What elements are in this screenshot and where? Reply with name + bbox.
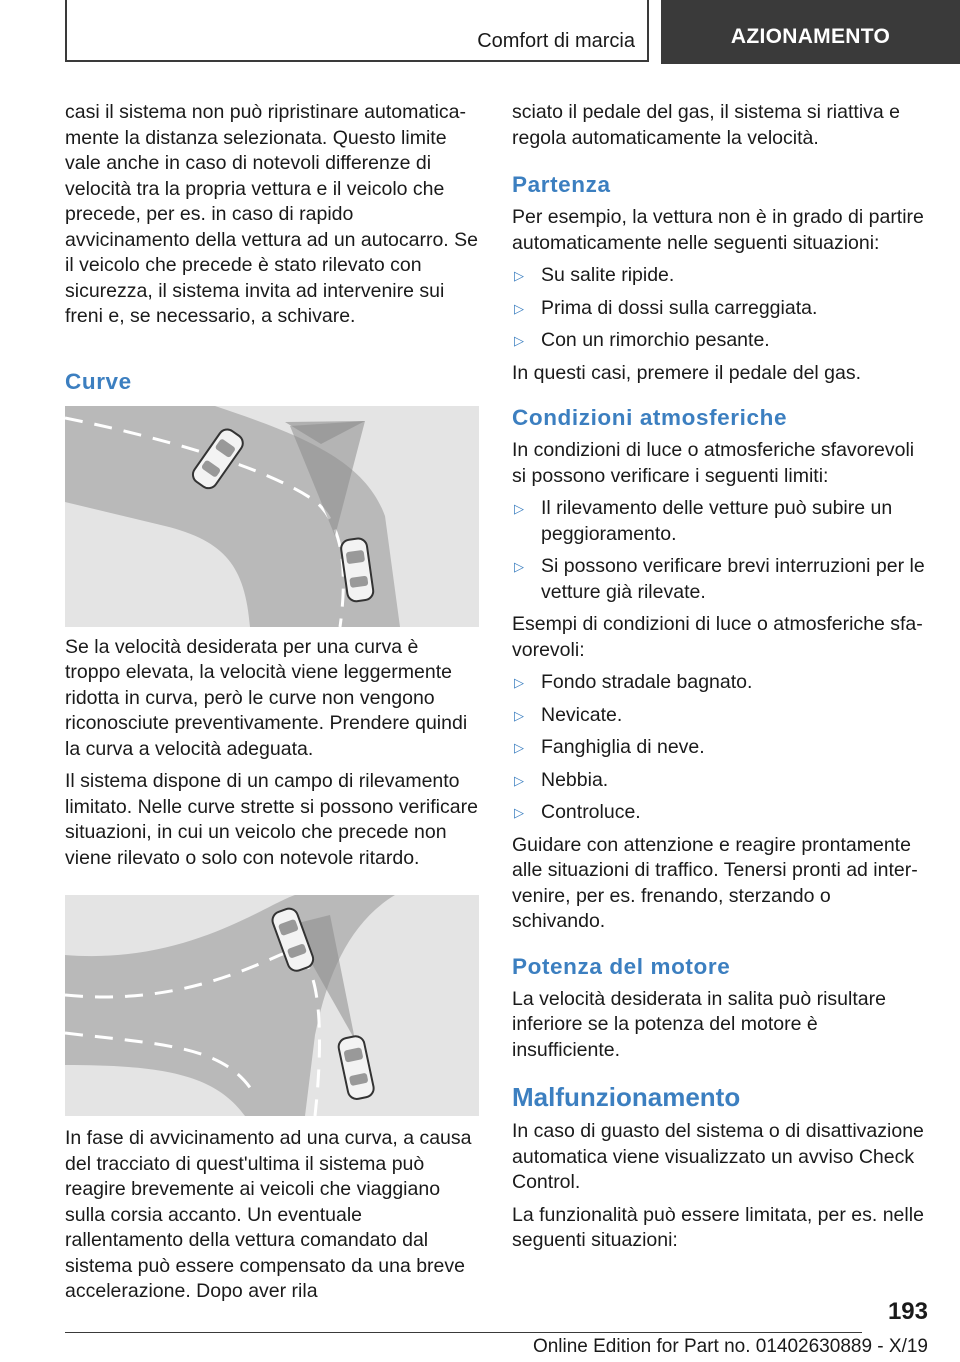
paragraph: In questi casi, premere il pedale del gas. — [512, 361, 862, 384]
list-item: ▷ Prima di dossi sulla carreggiata. — [512, 296, 926, 322]
header-section-title: Comfort di marcia — [477, 30, 635, 52]
triangle-bullet-icon: ▷ — [514, 740, 524, 755]
list-item: ▷ Con un rimorchio pesante. — [512, 328, 926, 354]
paragraph: casi il sistema non può ripristinare automaticamente la distanza selezionata. Questo limite vale anche in caso di notevoli differenze di velocità tra la propria vettura e il veicolo che precede, per es. in caso di rapido avvicinamento della vettura ad un autocarro. Se il veicolo che precede è stato rilevato con sicurezza, il sistema invita ad intervenire sui freni e, se necessario, a schivare. — [65, 101, 478, 327]
list-item: ▷ Nebbia. — [512, 768, 926, 794]
right-column — [512, 100, 926, 1261]
triangle-bullet-icon: ▷ — [514, 268, 524, 283]
triangle-bullet-icon: ▷ — [514, 707, 524, 723]
list-item: ▷ Fondo stradale bagnato. — [512, 670, 926, 696]
curve-illustration-2 — [65, 895, 479, 1116]
paragraph: Il sistema dispone di un campo di rilevamento limitato. Nelle curve strette si possono verificare situazioni, in cui un veicolo che precede non viene rilevato o solo con notevole ritardo. — [65, 770, 478, 869]
header-chapter-tab: AZIONAMENTO — [661, 0, 960, 64]
paragraph: In caso di guasto del sistema o di disattivazione automatica viene visualizzato un avviso Check Control. — [512, 1120, 924, 1193]
footer-edition: Online Edition for Part no. 01402630889 - X/19 — [532, 1336, 928, 1357]
paragraph: La velocità desiderata in salita può risultare inferiore se la potenza del motore è insufficiente. — [512, 987, 886, 1061]
heading-curve: Curve — [65, 368, 132, 394]
left-column — [65, 100, 479, 1312]
triangle-bullet-icon: ▷ — [514, 501, 524, 516]
paragraph: Esempi di condizioni di luce o atmosferiche sfavorevoli: — [512, 613, 923, 661]
list-item: ▷ Su salite ripide. — [512, 263, 926, 289]
triangle-bullet-icon: ▷ — [514, 559, 524, 574]
list-condizioni — [512, 496, 926, 605]
list-partenza — [512, 263, 926, 354]
heading-potenza: Potenza del motore — [512, 953, 731, 979]
curve-illustration-1 — [65, 406, 479, 627]
list-item: ▷ Fanghiglia di neve. — [512, 735, 926, 761]
triangle-bullet-icon: ▷ — [514, 805, 524, 820]
paragraph: Guidare con attenzione e reagire prontamente alle situazioni di traffico. Tenersi pronti ad intervenire, per es. frenando, sterzando o schivando. — [512, 833, 918, 932]
triangle-bullet-icon: ▷ — [514, 300, 524, 316]
list-esempi — [512, 670, 926, 826]
paragraph: Se la velocità desiderata per una curva è troppo elevata, la velocità viene leggermente ridotta in curva, però le curve non vengono riconosciute preventivamente. Prendere quindi la curva a velocità adeguata. — [65, 635, 468, 760]
triangle-bullet-icon: ▷ — [514, 772, 524, 788]
heading-partenza: Partenza — [512, 172, 611, 197]
triangle-bullet-icon: ▷ — [514, 675, 524, 690]
list-item: ▷ Controluce. — [512, 800, 926, 826]
list-item: ▷ Si possono verificare brevi interruzioni per le vetture già rilevate. — [514, 555, 925, 603]
list-item: ▷ Il rilevamento delle vetture può subire un peggioramento. — [514, 497, 893, 545]
header-section-box — [65, 0, 649, 62]
paragraph: sciato il pedale del gas, il sistema si riattiva e regola automaticamente la velocità. — [512, 101, 901, 149]
heading-malfunzionamento: Malfunzionamento — [512, 1082, 741, 1112]
paragraph: La funzionalità può essere limitata, per es. nelle seguenti situazioni: — [512, 1203, 924, 1251]
paragraph: Per esempio, la vettura non è in grado di partire automaticamente nelle seguenti situazioni: — [512, 206, 924, 254]
heading-condizioni: Condizioni atmosferiche — [512, 405, 788, 430]
triangle-bullet-icon: ▷ — [514, 333, 524, 348]
paragraph: In fase di avvicinamento ad una curva, a causa del tracciato di quest'ultima il sistema può reagire brevemente ai veicoli che viaggiano sulla corsia accanto. Un eventuale rallentamento della vettura comandato dal sistema può essere compensato da una breve accelerazione. Dopo aver rila — [65, 1127, 472, 1302]
page-number: 193 — [887, 1298, 928, 1325]
paragraph: In condizioni di luce o atmosferiche sfavorevoli si possono verificare i seguenti limiti: — [512, 439, 915, 487]
list-item: ▷ Nevicate. — [512, 703, 926, 729]
footer-divider — [65, 1332, 862, 1333]
